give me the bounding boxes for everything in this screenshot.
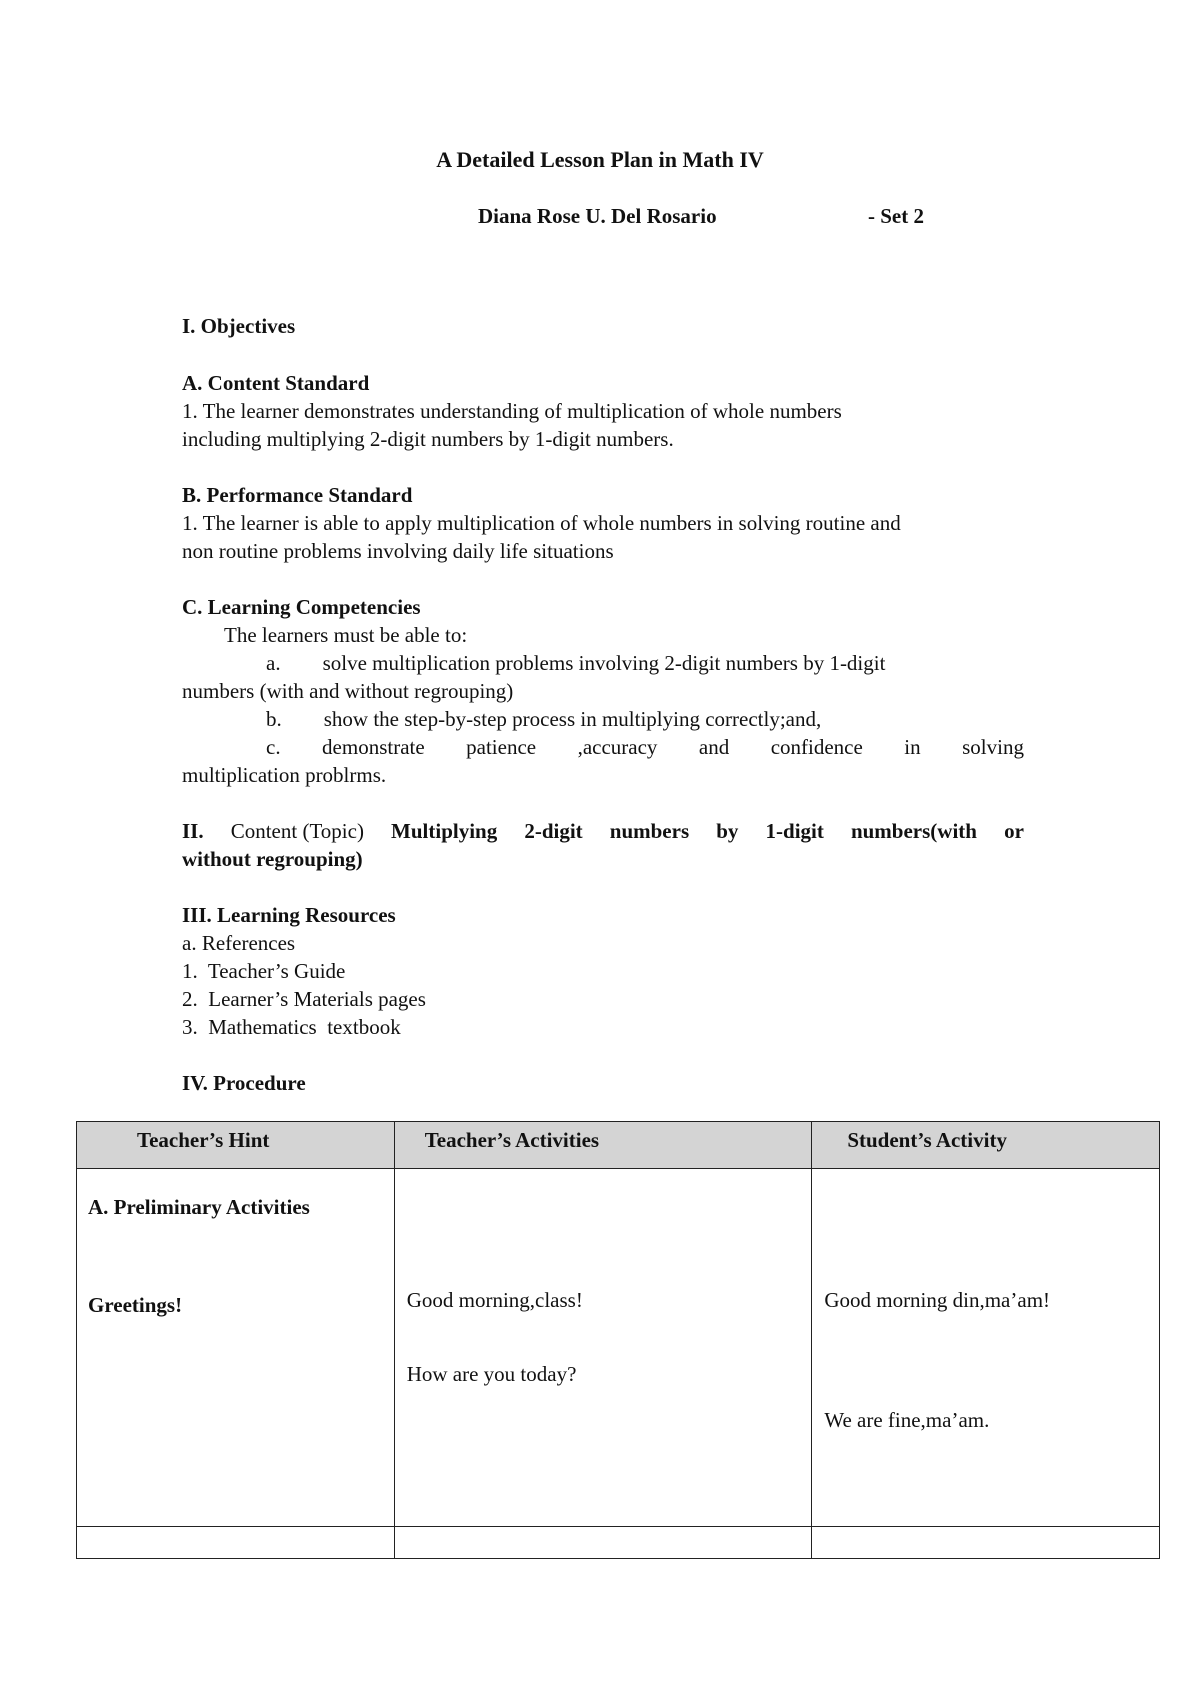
document-title: A Detailed Lesson Plan in Math IV xyxy=(436,147,764,172)
content-topic-word: Multiplying xyxy=(391,819,498,843)
content-topic-prefix: Content (Topic) xyxy=(230,819,364,843)
content-topic-line-2: without regrouping) xyxy=(182,847,363,871)
teacher-line: How are you today? xyxy=(406,1362,577,1386)
competency-c-line-2: multiplication problrms. xyxy=(182,763,387,787)
table-row xyxy=(77,1527,1160,1559)
competency-c-word: solving xyxy=(962,735,1024,759)
column-header-teachers-activities: Teacher’s Activities xyxy=(394,1122,812,1169)
content-topic-word: 1-digit xyxy=(765,819,824,843)
procedure-heading: IV. Procedure xyxy=(182,1071,306,1095)
competency-a-line-1: a. solve multiplication problems involving 2-digit numbers by 1-digit xyxy=(266,651,886,675)
author-name: Diana Rose U. Del Rosario xyxy=(478,204,717,228)
procedure-table-header xyxy=(77,1122,1160,1169)
resource-item: 1. Teacher’s Guide xyxy=(182,959,346,983)
content-label: II. xyxy=(182,819,204,843)
resources-subheading: a. References xyxy=(182,931,296,955)
student-line: Good morning din,ma’am! xyxy=(824,1288,1051,1312)
content-standard-heading: A. Content Standard xyxy=(182,371,370,395)
competency-c-word: demonstrate xyxy=(322,735,425,759)
competency-a-line-2: numbers (with and without regrouping) xyxy=(182,679,514,703)
preliminary-activities-label: A. Preliminary Activities xyxy=(88,1195,310,1219)
content-topic-word: or xyxy=(1004,819,1024,843)
column-header-teachers-hint: Teacher’s Hint xyxy=(77,1122,395,1169)
resource-item: 3. Mathematics textbook xyxy=(182,1015,401,1039)
content-topic-word: by xyxy=(716,819,739,843)
performance-standard-line-2: non routine problems involving daily life situations xyxy=(182,539,614,563)
objectives-heading: I. Objectives xyxy=(182,314,296,338)
content-topic-word: 2-digit xyxy=(524,819,583,843)
competency-b-line-1: b. show the step-by-step process in multiplying correctly;and, xyxy=(266,707,822,731)
student-line: We are fine,ma’am. xyxy=(824,1408,990,1432)
competency-c-line-1 xyxy=(266,735,1024,760)
content-standard-line-2: including multiplying 2-digit numbers by 1-digit numbers. xyxy=(182,427,674,451)
set-label: - Set 2 xyxy=(868,204,924,228)
competency-c-word: and xyxy=(698,735,730,759)
teacher-line: Good morning,class! xyxy=(406,1288,583,1312)
empty-cell xyxy=(394,1527,812,1559)
table-row xyxy=(77,1169,1160,1527)
resources-heading: III. Learning Resources xyxy=(182,903,396,927)
competency-c-word: in xyxy=(904,735,921,759)
competency-c-word: confidence xyxy=(770,735,863,759)
performance-standard-line-1: 1. The learner is able to apply multiplication of whole numbers in solving routine and xyxy=(182,511,901,535)
resource-item: 2. Learner’s Materials pages xyxy=(182,987,426,1011)
competency-c-word: c. xyxy=(266,735,281,759)
teachers-activities-cell xyxy=(394,1169,812,1527)
students-activity-cell xyxy=(812,1169,1160,1527)
performance-standard-heading: B. Performance Standard xyxy=(182,483,413,507)
column-header-students-activity: Student’s Activity xyxy=(812,1122,1160,1169)
competencies-intro: The learners must be able to: xyxy=(224,623,468,647)
competencies-heading: C. Learning Competencies xyxy=(182,595,421,619)
empty-cell xyxy=(812,1527,1160,1559)
competency-c-word: ,accuracy xyxy=(577,735,658,759)
content-standard-line-1: 1. The learner demonstrates understanding of multiplication of whole numbers xyxy=(182,399,842,423)
teachers-hint-cell xyxy=(77,1169,395,1527)
empty-cell xyxy=(77,1527,395,1559)
content-topic-word: numbers(with xyxy=(850,819,977,843)
content-topic-line-1 xyxy=(182,819,1024,844)
competency-c-word: patience xyxy=(466,735,537,759)
procedure-table xyxy=(76,1121,1160,1559)
greetings-label: Greetings! xyxy=(88,1293,183,1317)
content-topic-word: numbers xyxy=(609,819,690,843)
